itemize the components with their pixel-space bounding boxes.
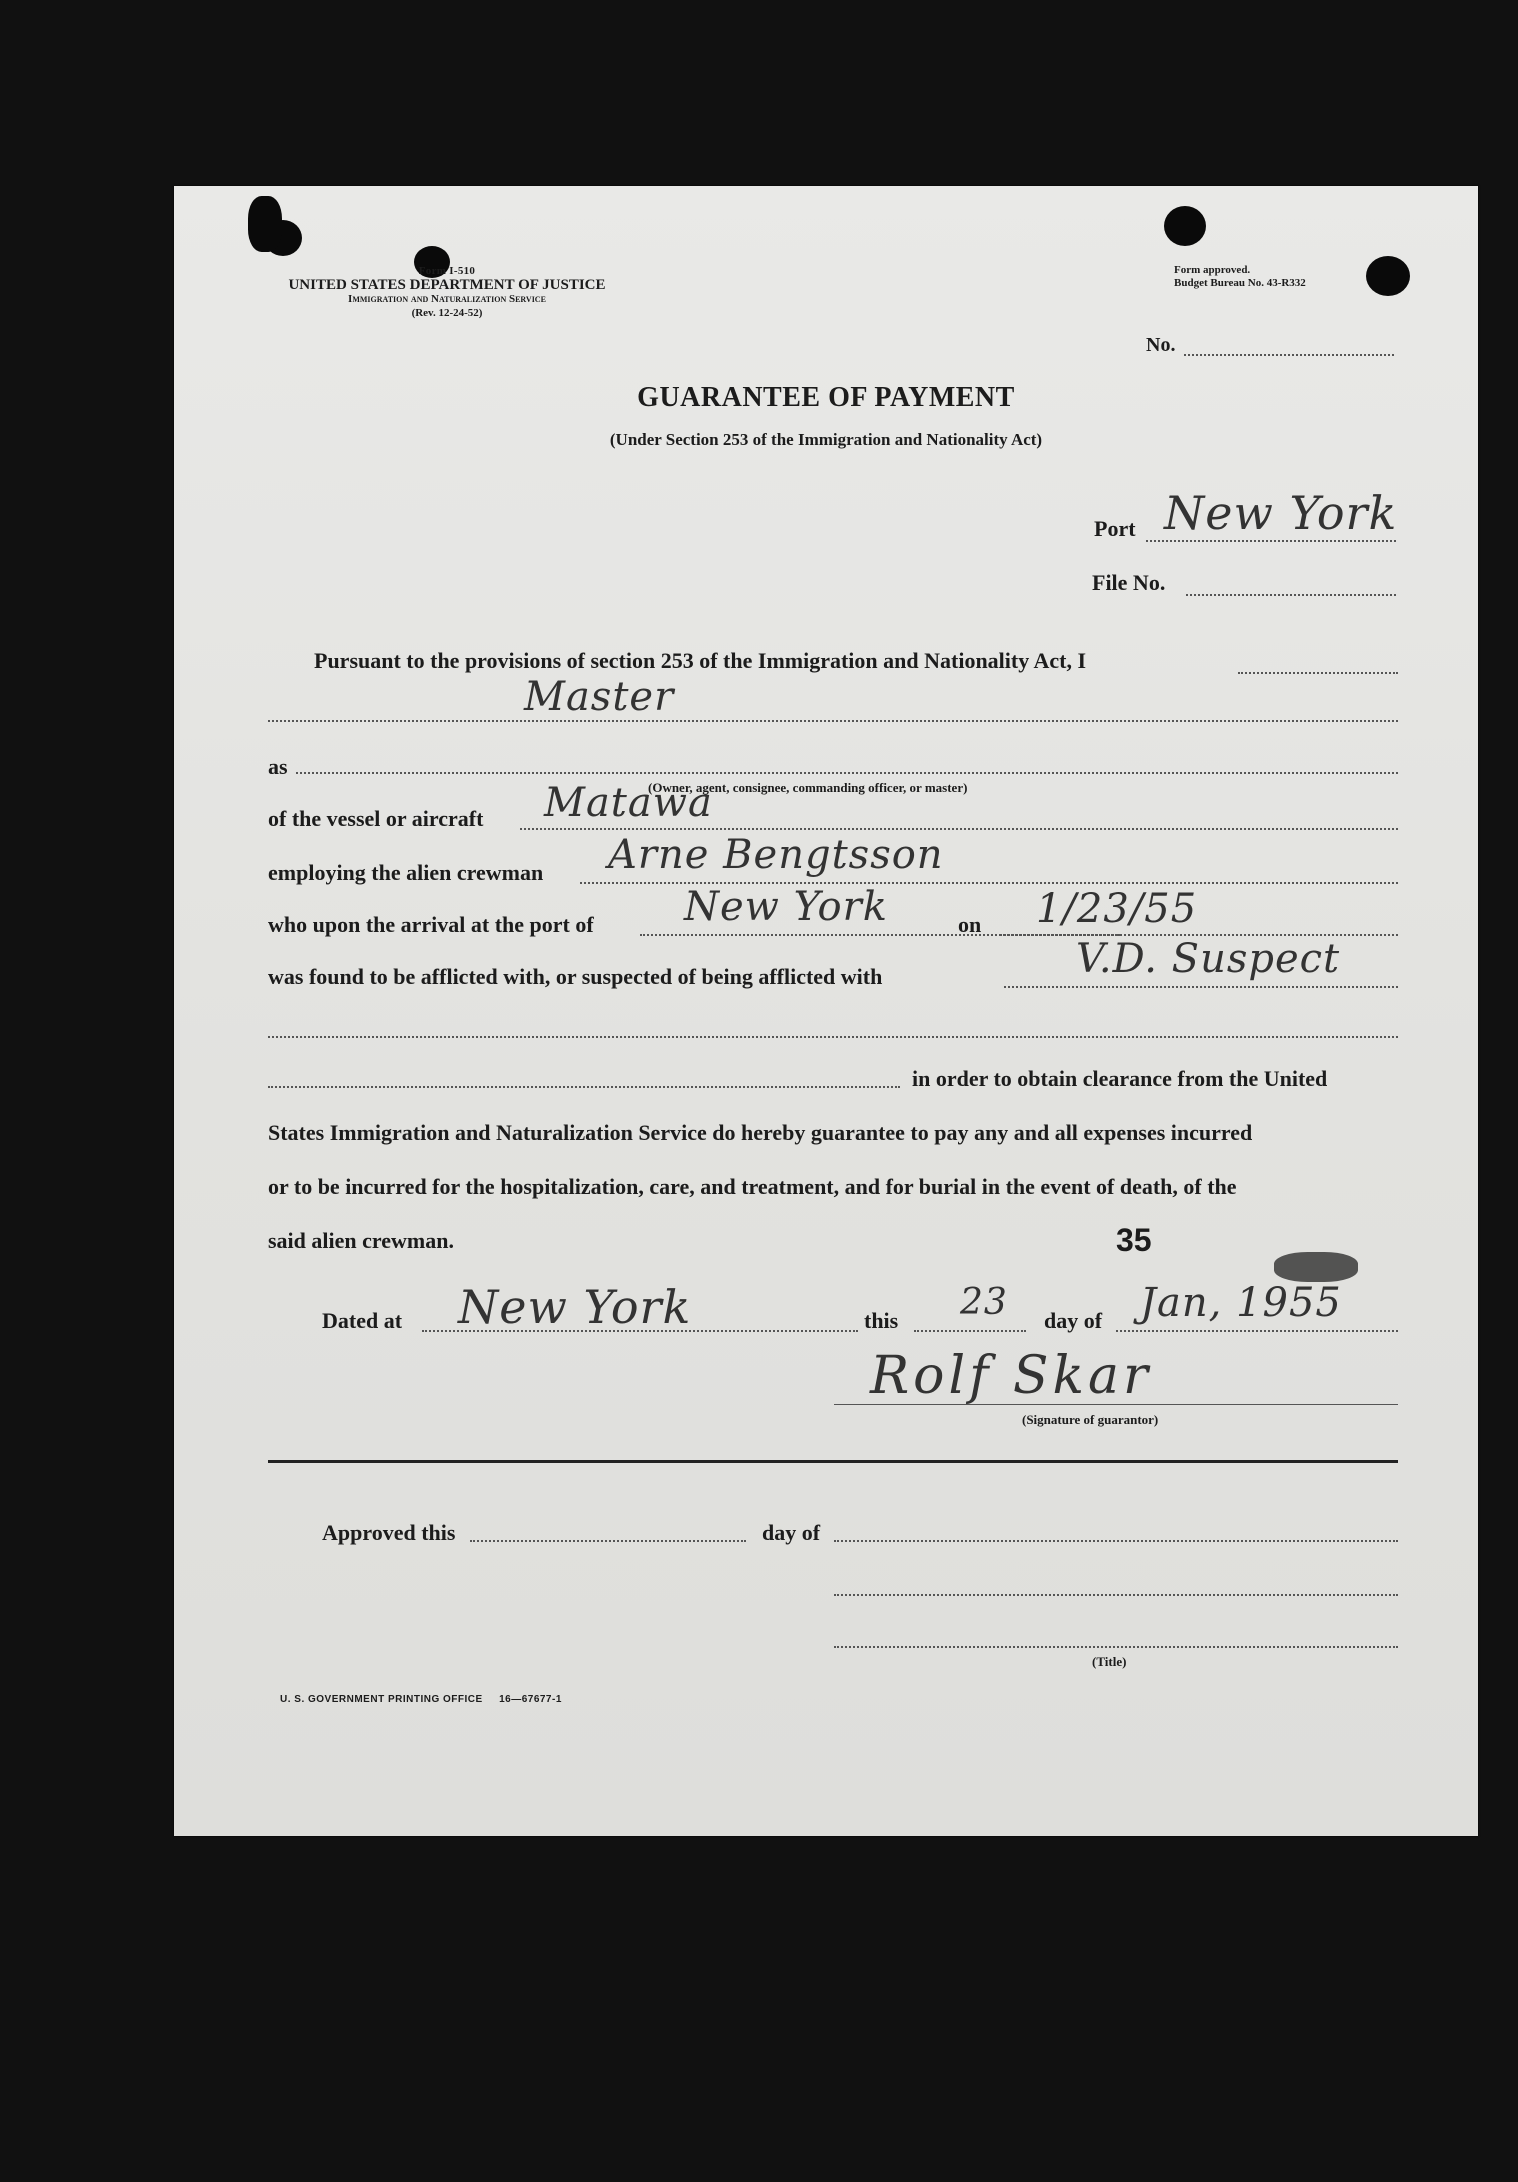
- vessel-label: of the vessel or aircraft: [268, 806, 484, 831]
- service-name: Immigration and Naturalization Service: [348, 293, 546, 305]
- affliction-field[interactable]: [1004, 986, 1398, 988]
- dated-day-field[interactable]: [914, 1330, 1026, 1332]
- file-no-field[interactable]: [1186, 594, 1396, 596]
- arrival-label: who upon the arrival at the port of: [268, 912, 594, 937]
- printer-line: U. S. GOVERNMENT PRINTING OFFICE 16—67677-1: [280, 1694, 562, 1705]
- page-subtitle: (Under Section 253 of the Immigration and Nationality Act): [609, 430, 1043, 449]
- form-approval: [1174, 264, 1306, 290]
- clearance-text-1: in order to obtain clearance from the United: [912, 1066, 1328, 1091]
- dated-day-of-label: day of: [1044, 1308, 1103, 1333]
- approval-line-2: Budget Bureau No. 43-R332: [1174, 277, 1306, 289]
- form-revision: (Rev. 12-24-52): [411, 307, 483, 319]
- guarantor-name-field[interactable]: [268, 720, 1398, 722]
- signature-value: Rolf Skar: [870, 1346, 1152, 1406]
- dated-this-label: this: [864, 1308, 899, 1333]
- clearance-text-2: States Immigration and Naturalization Service do hereby guarantee to pay any and all expenses incurred: [268, 1120, 1253, 1145]
- guarantor-name-value: Master: [524, 674, 675, 720]
- section-divider: [268, 1460, 1398, 1463]
- capacity-field[interactable]: [296, 772, 1398, 774]
- crewman-label: employing the alien crewman: [268, 860, 544, 885]
- affliction-field-continued[interactable]: [268, 1036, 1398, 1038]
- vessel-field[interactable]: [520, 828, 1398, 830]
- affliction-field-line-3[interactable]: [268, 1086, 900, 1088]
- form-sheet: [174, 186, 1478, 1836]
- approved-day-field[interactable]: [470, 1540, 746, 1542]
- port-value: New York: [1164, 486, 1398, 540]
- port-label: Port: [1094, 516, 1136, 541]
- clearance-text-4: said alien crewman.: [268, 1228, 454, 1253]
- intro-text: Pursuant to the provisions of section 253 of the Immigration and Nationality Act, I: [314, 648, 1087, 673]
- approved-day-of-label: day of: [762, 1520, 821, 1545]
- form-header: [252, 264, 642, 320]
- as-label: as: [268, 754, 288, 779]
- dated-month-field[interactable]: [1116, 1330, 1398, 1332]
- dated-label: Dated at: [322, 1308, 403, 1333]
- punch-hole-top-left-smear: [248, 196, 282, 252]
- stamp-number: 35: [1116, 1222, 1152, 1258]
- dated-day-value: 23: [960, 1282, 1008, 1323]
- arrival-on-label: on: [958, 912, 982, 937]
- file-no-label: File No.: [1092, 570, 1166, 595]
- ink-smudge: [1274, 1252, 1358, 1282]
- punch-hole-far-right: [1366, 256, 1410, 296]
- number-label: No.: [1146, 334, 1176, 356]
- approver-title-field[interactable]: [834, 1646, 1398, 1648]
- dated-place-value: New York: [458, 1280, 692, 1334]
- crewman-value: Arne Bengtsson: [608, 832, 944, 878]
- form-number: Form I-510: [418, 265, 476, 277]
- port-field[interactable]: [1146, 540, 1396, 542]
- arrival-date-value: 1/23/55: [1036, 886, 1198, 932]
- number-field[interactable]: [1184, 354, 1394, 356]
- punch-hole-right: [1164, 206, 1206, 246]
- page-title: GUARANTEE OF PAYMENT: [637, 382, 1015, 413]
- dated-month-value: Jan, 1955: [1140, 1280, 1342, 1326]
- vessel-value: Matawa: [544, 780, 713, 826]
- clearance-text-3: or to be incurred for the hospitalization, care, and treatment, and for burial in the event of death, of the: [268, 1174, 1237, 1199]
- capacity-hint: (Owner, agent, consignee, commanding officer, or master): [648, 780, 968, 795]
- intro-trailing-field[interactable]: [1238, 672, 1398, 674]
- department-name: UNITED STATES DEPARTMENT OF JUSTICE: [288, 277, 606, 293]
- arrival-port-value: New York: [684, 884, 888, 930]
- title-caption: (Title): [1092, 1654, 1127, 1669]
- approval-line-1: Form approved.: [1174, 264, 1251, 276]
- signature-caption: (Signature of guarantor): [1022, 1412, 1159, 1427]
- approved-label: Approved this: [322, 1520, 456, 1545]
- affliction-value: V.D. Suspect: [1076, 936, 1341, 982]
- approved-month-field[interactable]: [834, 1540, 1398, 1542]
- affliction-label: was found to be afflicted with, or suspected of being afflicted with: [268, 964, 883, 989]
- approver-signature-field[interactable]: [834, 1594, 1398, 1596]
